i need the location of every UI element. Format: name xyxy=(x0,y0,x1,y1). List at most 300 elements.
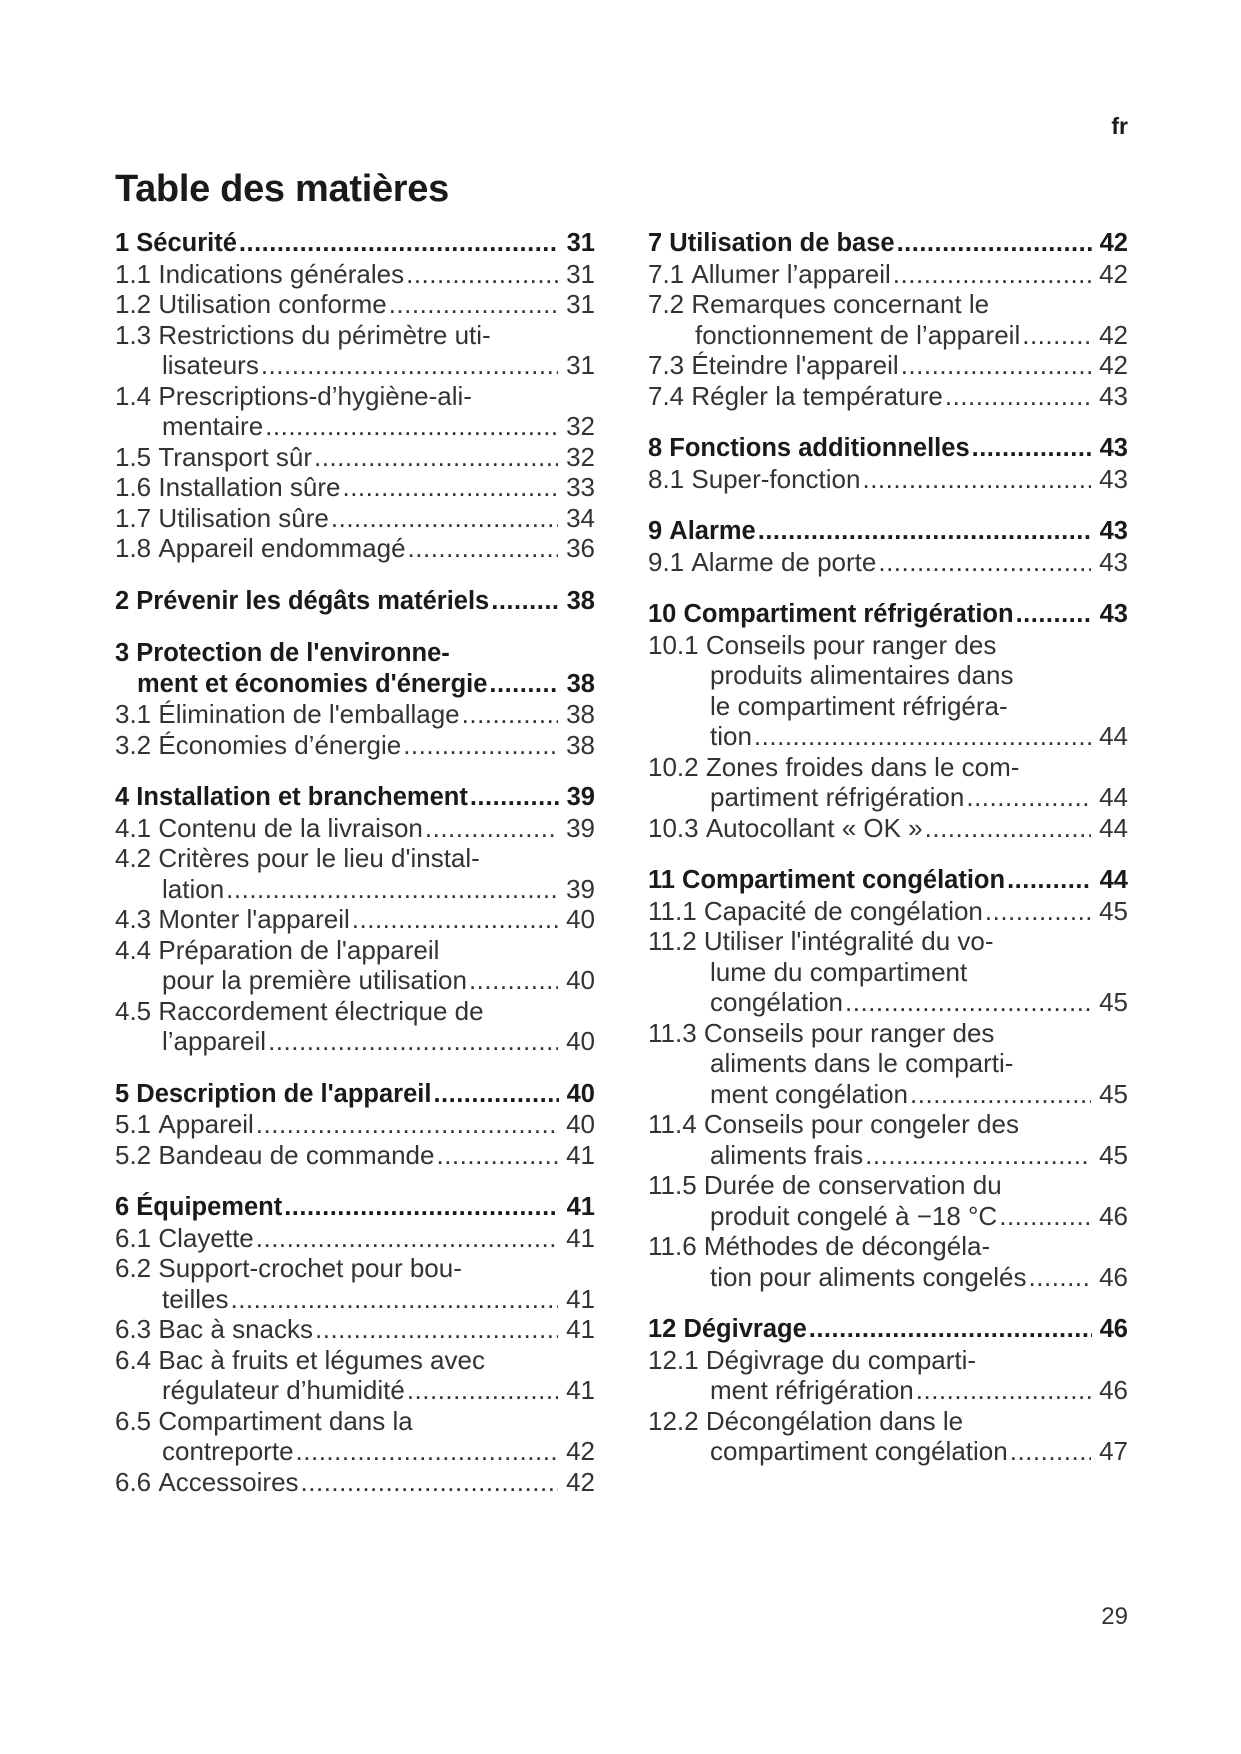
entry-title: Critères pour le lieu d'instal- xyxy=(158,843,480,873)
entry-title: produit congelé à −18 °C xyxy=(710,1200,998,1231)
toc-entry-line xyxy=(115,503,595,534)
entry-number: 5 xyxy=(115,1079,137,1108)
toc-entry-cont xyxy=(115,350,595,381)
entry-number: 1.3 xyxy=(115,319,159,350)
toc-entry-line xyxy=(115,1223,595,1254)
page-ref: 44 xyxy=(1099,782,1128,812)
toc-section xyxy=(115,1192,595,1497)
entry-number: 1.2 xyxy=(115,289,159,319)
dot-leader xyxy=(239,228,559,259)
dot-leader xyxy=(408,533,559,564)
toc-section xyxy=(648,599,1128,843)
dot-leader xyxy=(491,586,558,617)
page-ref: 43 xyxy=(1099,434,1128,462)
entry-number: 1.4 xyxy=(115,380,159,411)
section-heading xyxy=(115,586,595,617)
dot-leader xyxy=(296,1436,559,1467)
entry-title: Utilisation conforme xyxy=(158,289,387,319)
toc-entry xyxy=(115,699,595,730)
page-ref: 46 xyxy=(1099,1200,1128,1231)
entry-number: 10.1 xyxy=(648,629,706,660)
dot-leader xyxy=(462,699,558,730)
entry-number: 12 xyxy=(648,1315,684,1343)
toc-entry-line xyxy=(115,904,595,935)
toc-entry-cont xyxy=(648,1375,1128,1406)
toc-entry-line xyxy=(648,289,1128,320)
entry-title: l’appareil xyxy=(162,1026,267,1056)
toc-entry-line xyxy=(115,1253,595,1284)
toc-entry xyxy=(648,289,1128,350)
toc-entry-line xyxy=(648,896,1128,927)
entry-number: 12.1 xyxy=(648,1344,706,1375)
toc-entry-cont xyxy=(115,411,595,442)
entry-title: Capacité de congélation xyxy=(703,895,983,926)
entry-title: Fonctions additionnelles xyxy=(669,434,970,462)
dot-leader xyxy=(342,472,558,503)
toc-entry-cont xyxy=(648,721,1128,752)
page-ref: 38 xyxy=(566,729,595,760)
page-ref: 41 xyxy=(566,1375,595,1405)
toc-entry xyxy=(115,503,595,534)
entry-title: ment et économies d'énergie xyxy=(137,669,488,698)
toc-entry xyxy=(648,1018,1128,1110)
entry-title: Transport sûr xyxy=(158,441,313,472)
dot-leader xyxy=(425,813,558,844)
toc-section xyxy=(115,782,595,1057)
entry-title: Bandeau de commande xyxy=(158,1139,435,1170)
page-ref: 41 xyxy=(566,1314,595,1344)
page-ref: 39 xyxy=(566,812,595,843)
entry-number: 1.6 xyxy=(115,472,159,502)
entry-title: pour la première utilisation xyxy=(162,965,467,995)
toc-entry xyxy=(648,630,1128,752)
entry-number: 4.3 xyxy=(115,904,159,934)
section-heading xyxy=(648,599,1128,630)
toc-entry-line xyxy=(115,1467,595,1498)
toc-entry xyxy=(115,843,595,904)
entry-title: lume du compartiment xyxy=(710,956,968,987)
toc-entry-line xyxy=(648,1345,1128,1376)
entry-title: Indications générales xyxy=(158,258,405,289)
entry-title: Compartiment congélation xyxy=(682,866,1006,894)
toc-entry-line xyxy=(115,289,595,320)
toc-entry xyxy=(115,996,595,1057)
entry-title: Utilisation de base xyxy=(669,229,895,257)
entry-number: 11.2 xyxy=(648,926,704,956)
page-ref: 44 xyxy=(1099,721,1128,751)
toc-section xyxy=(648,1314,1128,1467)
toc-entry xyxy=(115,935,595,996)
toc-entry xyxy=(115,289,595,320)
toc-entry-line xyxy=(648,350,1128,381)
page-ref: 42 xyxy=(1099,258,1128,289)
entry-title: Bac à snacks xyxy=(158,1314,314,1344)
entry-title: Bac à fruits et légumes avec xyxy=(158,1344,485,1375)
dot-leader xyxy=(406,259,558,290)
dot-leader xyxy=(331,503,558,534)
toc-entry-cont xyxy=(648,691,1128,722)
entry-number: 11.6 xyxy=(648,1231,704,1261)
toc-entry-line xyxy=(115,381,595,412)
page-ref: 46 xyxy=(1099,1261,1128,1292)
entry-number: 6.1 xyxy=(115,1222,159,1253)
entry-number: 4.1 xyxy=(115,812,159,843)
entry-title: Zones froides dans le com- xyxy=(705,751,1020,782)
toc-right-column xyxy=(648,228,1128,1489)
section-heading xyxy=(115,782,595,813)
entry-number: 2 xyxy=(115,586,137,615)
entry-title: le compartiment réfrigéra- xyxy=(710,690,1008,721)
dot-leader xyxy=(893,259,1091,290)
toc-entry xyxy=(648,350,1128,381)
toc-entry xyxy=(648,381,1128,412)
entry-number: 4.4 xyxy=(115,934,159,965)
entry-title: partiment réfrigération xyxy=(710,782,965,812)
toc-entry xyxy=(115,381,595,442)
entry-number: 4.2 xyxy=(115,843,159,873)
entry-title: contreporte xyxy=(162,1436,294,1466)
toc-entry-line xyxy=(115,730,595,761)
entry-title: Conseils pour congeler des xyxy=(703,1109,1019,1139)
toc-entry-line xyxy=(648,547,1128,578)
entry-title: Régler la température xyxy=(691,380,943,411)
page-ref: 31 xyxy=(566,258,595,289)
toc-entry-cont xyxy=(115,1026,595,1057)
toc-entry-line xyxy=(648,926,1128,957)
page-ref: 39 xyxy=(566,783,595,811)
page-ref: 43 xyxy=(1099,463,1128,494)
toc-section xyxy=(115,228,595,564)
toc-entry xyxy=(115,1314,595,1345)
dot-leader xyxy=(436,1140,558,1171)
dot-leader xyxy=(230,1284,558,1315)
entry-title: Utilisation sûre xyxy=(158,502,329,533)
toc-entry-cont xyxy=(115,1436,595,1467)
page-ref: 42 xyxy=(1099,229,1128,257)
toc-entry-line xyxy=(115,259,595,290)
entry-title: Compartiment dans la xyxy=(158,1405,413,1436)
entry-title: Méthodes de décongéla- xyxy=(703,1231,991,1261)
section-heading xyxy=(115,638,595,669)
dot-leader xyxy=(865,1140,1091,1171)
toc-entry xyxy=(115,472,595,503)
entry-title: Support-crochet pour bou- xyxy=(158,1253,462,1283)
dot-leader xyxy=(268,1026,558,1057)
entry-number: 4 xyxy=(115,783,137,811)
toc-entry xyxy=(648,1345,1128,1406)
toc-section xyxy=(115,586,595,617)
dot-leader xyxy=(470,782,559,813)
entry-number: 1.7 xyxy=(115,502,159,533)
toc-entry xyxy=(115,730,595,761)
toc-entry xyxy=(648,896,1128,927)
toc-entry-cont xyxy=(648,1079,1128,1110)
entry-number: 6.5 xyxy=(115,1405,159,1436)
toc-entry-line xyxy=(648,1170,1128,1201)
dot-leader xyxy=(878,547,1091,578)
toc-entry xyxy=(115,1345,595,1406)
entry-title: Dégivrage xyxy=(683,1315,807,1343)
toc-entry-line xyxy=(648,1231,1128,1262)
entry-title: Installation et branchement xyxy=(136,783,468,811)
dot-leader xyxy=(901,350,1091,381)
toc-entry-line xyxy=(115,996,595,1027)
toc-entry xyxy=(115,904,595,935)
dot-leader xyxy=(754,721,1091,752)
entry-number: 6 xyxy=(115,1193,137,1221)
entry-number: 10 xyxy=(648,600,684,628)
toc-entry-cont xyxy=(648,1140,1128,1171)
dot-leader xyxy=(1010,1436,1091,1467)
entry-title: Accessoires xyxy=(158,1466,299,1497)
entry-title: tion xyxy=(710,721,752,751)
toc-entry-line xyxy=(115,320,595,351)
toc-entry-cont xyxy=(115,874,595,905)
entry-title: ment réfrigération xyxy=(710,1375,914,1405)
entry-title: Clayette xyxy=(158,1222,254,1253)
section-heading xyxy=(648,865,1128,896)
page-ref: 33 xyxy=(566,472,595,502)
toc-entry xyxy=(648,926,1128,1018)
toc-entry-cont xyxy=(648,1262,1128,1293)
entry-title: Remarques concernant le xyxy=(691,289,990,319)
page-ref: 41 xyxy=(566,1283,595,1314)
page-ref: 41 xyxy=(566,1193,595,1221)
dot-leader xyxy=(966,782,1091,813)
toc-entry-line xyxy=(648,381,1128,412)
entry-title: mentaire xyxy=(162,411,264,441)
toc-section xyxy=(115,1079,595,1171)
toc-entry xyxy=(648,1406,1128,1467)
page-ref: 45 xyxy=(1099,895,1128,926)
toc-section xyxy=(648,228,1128,411)
page-ref: 42 xyxy=(566,1436,595,1466)
toc-entry xyxy=(115,1406,595,1467)
toc-entry-line xyxy=(115,813,595,844)
entry-title: Contenu de la livraison xyxy=(158,812,423,843)
page-ref: 44 xyxy=(1099,866,1128,894)
dot-leader xyxy=(389,289,558,320)
entry-number: 12.2 xyxy=(648,1405,706,1436)
page-ref: 40 xyxy=(566,965,595,995)
entry-title: Autocollant « OK » xyxy=(705,812,923,843)
page-ref: 32 xyxy=(566,441,595,472)
dot-leader xyxy=(314,442,558,473)
entry-title: Raccordement électrique de xyxy=(158,995,484,1026)
entry-title: aliments frais xyxy=(710,1139,864,1170)
entry-number: 7.4 xyxy=(648,380,692,411)
toc-entry xyxy=(115,259,595,290)
entry-number: 3.1 xyxy=(115,699,159,729)
dot-leader xyxy=(352,904,558,935)
toc-entry-line xyxy=(115,1140,595,1171)
entry-title: Sécurité xyxy=(136,229,237,257)
entry-title: Dégivrage du comparti- xyxy=(705,1344,977,1375)
toc-entry-cont xyxy=(648,1048,1128,1079)
page-ref: 36 xyxy=(566,533,595,563)
entry-title: fonctionnement de l’appareil xyxy=(695,319,1021,350)
page-ref: 41 xyxy=(566,1139,595,1170)
toc-entry-line xyxy=(648,1018,1128,1049)
dot-leader xyxy=(1029,1262,1092,1293)
entry-number: 10.3 xyxy=(648,812,706,843)
entry-title: lation xyxy=(162,873,225,904)
toc-entry-cont xyxy=(648,1436,1128,1467)
dot-leader xyxy=(1022,320,1091,351)
toc-entry-line xyxy=(115,533,595,564)
toc-entry xyxy=(648,813,1128,844)
entry-number: 6.4 xyxy=(115,1344,159,1375)
entry-number: 1.5 xyxy=(115,441,159,472)
toc-entry-line xyxy=(115,1406,595,1437)
toc-entry xyxy=(115,533,595,564)
entry-number: 11 xyxy=(648,866,683,894)
entry-number: 5.2 xyxy=(115,1139,159,1170)
entry-number: 1.8 xyxy=(115,533,159,563)
dot-leader xyxy=(758,516,1092,547)
section-heading xyxy=(648,516,1128,547)
entry-title: tion pour aliments congelés xyxy=(710,1261,1027,1292)
toc-entry xyxy=(115,1140,595,1171)
toc-entry xyxy=(648,259,1128,290)
toc-entry-line xyxy=(648,464,1128,495)
entry-number: 1 xyxy=(115,229,137,257)
dot-leader xyxy=(489,669,558,700)
entry-title: Restrictions du périmètre uti- xyxy=(158,319,491,350)
entry-title: Durée de conservation du xyxy=(703,1170,1002,1200)
page-ref: 34 xyxy=(566,502,595,533)
toc-entry-line xyxy=(115,1314,595,1345)
page-title: Table des matières xyxy=(115,168,449,210)
entry-title: compartiment congélation xyxy=(710,1436,1008,1466)
dot-leader xyxy=(284,1192,558,1223)
entry-number: 7.3 xyxy=(648,350,692,380)
page-ref: 43 xyxy=(1099,380,1128,411)
toc-entry-line xyxy=(648,1109,1128,1140)
entry-title: Appareil endommagé xyxy=(158,533,406,563)
page-ref: 38 xyxy=(566,586,595,615)
page-ref: 41 xyxy=(566,1222,595,1253)
entry-number: 11.3 xyxy=(648,1017,704,1048)
toc-entry-cont xyxy=(648,957,1128,988)
dot-leader xyxy=(469,965,558,996)
toc-entry-line xyxy=(648,630,1128,661)
dot-leader xyxy=(315,1314,558,1345)
page-ref: 42 xyxy=(1099,350,1128,380)
page-ref: 45 xyxy=(1099,987,1128,1017)
entry-title: lisateurs xyxy=(162,350,259,380)
toc-entry-line xyxy=(115,442,595,473)
toc-section xyxy=(115,638,595,760)
page-ref: 39 xyxy=(566,873,595,904)
page-ref: 40 xyxy=(566,904,595,934)
section-heading xyxy=(115,1079,595,1110)
entry-number: 6.2 xyxy=(115,1253,159,1283)
section-heading-cont xyxy=(115,669,595,700)
entry-number: 8.1 xyxy=(648,463,692,494)
entry-title: Prévenir les dégâts matériels xyxy=(136,586,490,615)
dot-leader xyxy=(985,896,1091,927)
dot-leader xyxy=(1007,865,1092,896)
entry-number: 3 xyxy=(115,639,137,667)
entry-number: 11.1 xyxy=(648,895,704,926)
entry-title: Alarme de porte xyxy=(691,546,877,577)
toc-entry-line xyxy=(115,1109,595,1140)
entry-title: Préparation de l'appareil xyxy=(158,934,440,965)
toc-entry-line xyxy=(115,472,595,503)
entry-title: Élimination de l'emballage xyxy=(158,699,460,729)
entry-number: 1.1 xyxy=(115,258,159,289)
toc-entry xyxy=(115,1253,595,1314)
entry-title: Alarme xyxy=(669,517,756,545)
page-ref: 43 xyxy=(1099,600,1128,628)
toc-entry xyxy=(648,1231,1128,1292)
toc-entry xyxy=(648,1170,1128,1231)
toc-entry-cont xyxy=(648,320,1128,351)
dot-leader xyxy=(226,874,558,905)
page-ref: 40 xyxy=(566,1079,595,1108)
section-heading xyxy=(115,228,595,259)
dot-leader xyxy=(910,1079,1091,1110)
entry-title: Éteindre l'appareil xyxy=(691,350,899,380)
page-ref: 46 xyxy=(1099,1315,1128,1343)
toc-entry xyxy=(115,1467,595,1498)
toc-entry-line xyxy=(115,843,595,874)
toc-entry-cont xyxy=(648,782,1128,813)
toc-entry xyxy=(115,1109,595,1140)
section-heading xyxy=(115,1192,595,1223)
toc-left-column xyxy=(115,228,595,1519)
entry-number: 9.1 xyxy=(648,546,692,577)
page-ref: 46 xyxy=(1099,1375,1128,1405)
dot-leader xyxy=(945,381,1091,412)
entry-title: Utiliser l'intégralité du vo- xyxy=(703,926,994,956)
toc-entry xyxy=(115,813,595,844)
entry-number: 10.2 xyxy=(648,751,706,782)
page-ref: 47 xyxy=(1099,1436,1128,1466)
entry-title: Conseils pour ranger des xyxy=(703,1017,995,1048)
page-ref: 42 xyxy=(566,1466,595,1497)
toc-entry-line xyxy=(648,1406,1128,1437)
dot-leader xyxy=(809,1314,1092,1345)
page-ref: 32 xyxy=(566,411,595,441)
entry-title: produits alimentaires dans xyxy=(710,660,1014,690)
toc-entry-cont xyxy=(115,965,595,996)
toc-entry xyxy=(115,320,595,381)
dot-leader xyxy=(897,228,1092,259)
entry-number: 4.5 xyxy=(115,995,159,1026)
dot-leader xyxy=(925,813,1091,844)
toc-entry xyxy=(115,442,595,473)
entry-number: 6.6 xyxy=(115,1466,159,1497)
page-ref: 42 xyxy=(1099,319,1128,350)
toc-section xyxy=(648,516,1128,577)
page-ref: 45 xyxy=(1099,1139,1128,1170)
dot-leader xyxy=(972,433,1092,464)
toc-entry-line xyxy=(648,813,1128,844)
section-heading xyxy=(648,1314,1128,1345)
toc-entry xyxy=(115,1223,595,1254)
toc-entry-line xyxy=(115,699,595,730)
entry-title: Compartiment réfrigération xyxy=(683,600,1014,628)
dot-leader xyxy=(916,1375,1091,1406)
entry-number: 6.3 xyxy=(115,1314,159,1344)
entry-title: Conseils pour ranger des xyxy=(705,629,997,660)
entry-title: Monter l'appareil xyxy=(158,904,350,934)
dot-leader xyxy=(265,411,558,442)
entry-title: Installation sûre xyxy=(158,472,341,502)
dot-leader xyxy=(433,1079,558,1110)
